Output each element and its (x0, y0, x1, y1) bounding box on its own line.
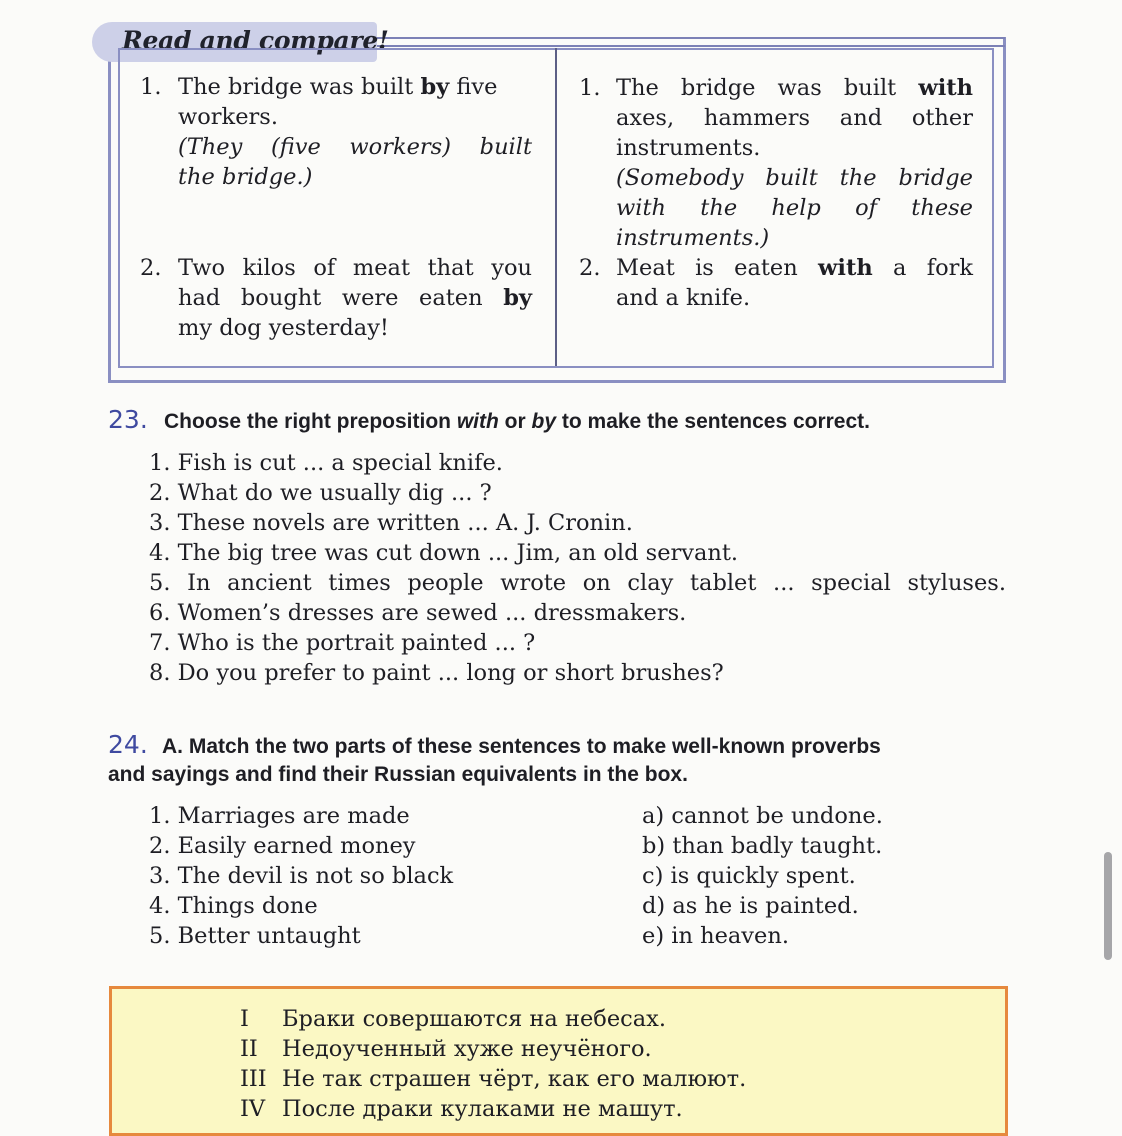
russian-line-text: Браки совершаются на небесах. (282, 1006, 667, 1032)
exercise-24-instruction-line-1: A. Match the two parts of these sentences to make well-known proverbs (162, 735, 881, 758)
ex24-right-item: d) as he is painted. (642, 893, 859, 919)
ex24-left-item: 5. Better untaught (149, 923, 361, 949)
ex23-item: 1. Fish is cut ... a special knife. (149, 450, 503, 476)
left-item-2-number: 2. (140, 255, 162, 281)
russian-line-numeral: IV (240, 1096, 266, 1122)
ex24-left-item: 1. Marriages are made (149, 803, 410, 829)
left-item-2-line-3: my dog yesterday! (178, 315, 389, 341)
ex24-left-item: 2. Easily earned money (149, 833, 416, 859)
russian-line-numeral: III (240, 1066, 267, 1092)
russian-line-text: После драки кулаками не машут. (282, 1096, 683, 1122)
russian-line-numeral: II (240, 1036, 258, 1062)
left-item-1-line-2: workers. (178, 104, 278, 130)
column-divider (555, 48, 557, 368)
read-compare-title: Read and compare! (122, 26, 389, 55)
russian-line-numeral: I (240, 1006, 249, 1032)
left-item-1-line-4: the bridge.) (178, 164, 313, 190)
title-rule-lines (377, 37, 1005, 47)
frame-bottom-band (118, 366, 994, 380)
ex23-item: 5. In ancient times people wrote on clay tablet ... special styluses. (149, 570, 1006, 596)
left-item-1-line-3: (They (five workers) built (178, 134, 532, 160)
ex24-right-item: b) than badly taught. (642, 833, 883, 859)
exercise-24-number: 24. (108, 730, 148, 759)
ex23-item: 2. What do we usually dig ... ? (149, 480, 492, 506)
exercise-23-instruction: Choose the right preposition with or by to make the sentences correct. (164, 410, 870, 433)
left-item-1-line-1: The bridge was built by five (178, 74, 498, 100)
right-item-1-line-4: (Somebody built the bridge (616, 165, 973, 191)
left-item-2-line-1: Two kilos of meat that you (178, 255, 532, 281)
right-item-2-line-1: Meat is eaten with a fork (616, 255, 974, 281)
right-item-1-line-5: with the help of these (616, 195, 973, 221)
ex24-right-item: c) is quickly spent. (642, 863, 856, 889)
right-item-1-number: 1. (579, 75, 601, 101)
right-item-1-line-6: instruments.) (616, 225, 770, 251)
right-item-2-number: 2. (579, 255, 601, 281)
left-item-1-number: 1. (140, 74, 162, 100)
russian-line-text: Не так страшен чёрт, как его малюют. (282, 1066, 747, 1092)
ex23-item: 4. The big tree was cut down ... Jim, an old servant. (149, 540, 739, 566)
right-item-1-line-1: The bridge was built with (616, 75, 973, 101)
right-item-2-line-2: and a knife. (616, 285, 751, 311)
left-item-2-line-2: had bought were eaten by (178, 285, 532, 311)
right-item-1-line-2: axes, hammers and other (616, 105, 973, 131)
ex24-right-item: a) cannot be undone. (642, 803, 883, 829)
ex23-item: 6. Women’s dresses are sewed ... dressmakers. (149, 600, 687, 626)
ex24-right-item: e) in heaven. (642, 923, 789, 949)
exercise-23-number: 23. (108, 405, 148, 434)
exercise-24-instruction-line-2: and sayings and find their Russian equivalents in the box. (108, 763, 688, 786)
russian-line-text: Недоученный хуже неучёного. (282, 1036, 652, 1062)
scrollbar-thumb[interactable] (1104, 852, 1112, 960)
ex23-item: 7. Who is the portrait painted ... ? (149, 630, 536, 656)
ex23-item: 8. Do you prefer to paint ... long or short brushes? (149, 660, 724, 686)
ex23-item: 3. These novels are written ... A. J. Cronin. (149, 510, 633, 536)
right-item-1-line-3: instruments. (616, 135, 761, 161)
ex24-left-item: 4. Things done (149, 893, 318, 919)
ex24-left-item: 3. The devil is not so black (149, 863, 454, 889)
